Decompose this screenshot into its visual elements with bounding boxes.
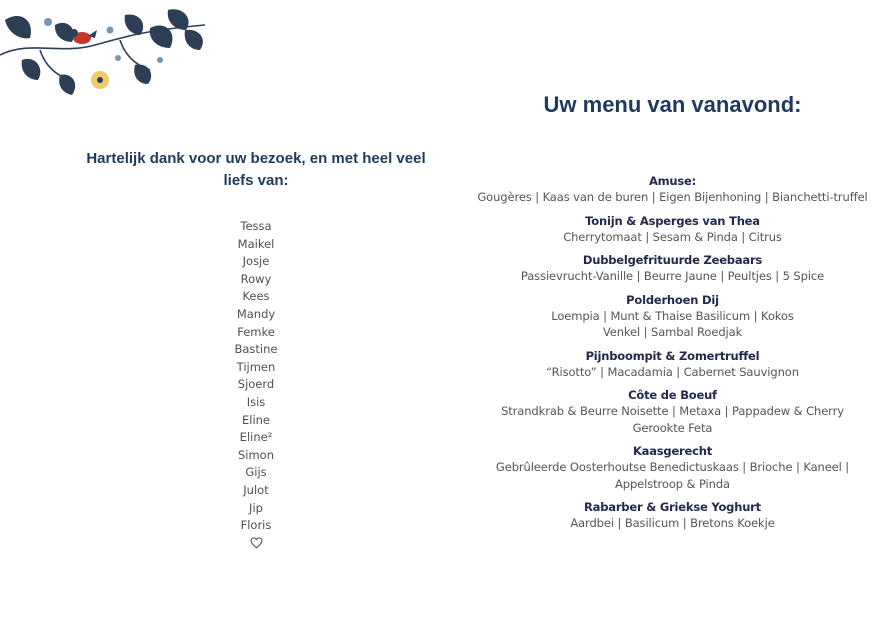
menu-section bbox=[470, 92, 875, 539]
flower-icon bbox=[91, 71, 109, 89]
course-pijnboompit bbox=[470, 348, 875, 381]
course-title: Kaasgerecht bbox=[632, 444, 713, 458]
name-item: Josje bbox=[242, 254, 270, 269]
name-item: Floris bbox=[240, 518, 272, 533]
name-item: Eline bbox=[241, 412, 271, 427]
course-rabarber bbox=[470, 499, 875, 532]
course-description: Strandkrab & Beurre Noisette | Metaxa | Pappadew & Cherry bbox=[501, 404, 844, 418]
course-title: Tonijn & Asperges van Thea bbox=[585, 213, 760, 228]
floral-decoration bbox=[0, 0, 215, 110]
heart-icon bbox=[70, 537, 442, 549]
course-cote-de-boeuf bbox=[470, 387, 875, 436]
course-kaasgerecht bbox=[470, 443, 875, 492]
course-list bbox=[470, 173, 875, 532]
course-title: Polderhoen Dij bbox=[626, 292, 719, 307]
name-item: Maikel bbox=[237, 236, 275, 251]
course-description: Venkel | Sambal Roedjak bbox=[602, 325, 743, 339]
bird-icon bbox=[70, 29, 97, 44]
name-item: Simon bbox=[237, 447, 275, 462]
course-description: Cherrytomaat | Sesam & Pinda | Citrus bbox=[563, 229, 782, 244]
name-item: Eline² bbox=[239, 430, 273, 445]
course-description: Aardbei | Basilicum | Bretons Koekje bbox=[570, 516, 775, 530]
name-item: Femke bbox=[237, 324, 275, 339]
name-item: Tessa bbox=[240, 219, 272, 233]
course-title: Dubbelgefrituurde Zeebaars bbox=[582, 253, 763, 267]
course-description: Gougères | Kaas van de buren | Eigen Bijenhoning | Bianchetti-truffel bbox=[477, 190, 868, 204]
course-title: Pijnboompit & Zomertruffel bbox=[585, 348, 760, 363]
course-amuse bbox=[470, 173, 875, 206]
name-item: Julot bbox=[243, 482, 269, 497]
course-description: “Risotto” | Macadamia | Cabernet Sauvignon bbox=[546, 364, 799, 379]
leaf-icon bbox=[5, 16, 31, 38]
course-description: Passievrucht-Vanille | Beurre Jaune | Peultjes | 5 Spice bbox=[520, 269, 825, 283]
name-item: Isis bbox=[246, 394, 266, 409]
course-zeebaars bbox=[470, 252, 875, 285]
name-item: Kees bbox=[242, 289, 270, 304]
course-description: Gerookte Feta bbox=[632, 420, 713, 435]
name-item: Bastine bbox=[234, 342, 278, 357]
names-list bbox=[70, 218, 442, 549]
name-item: Mandy bbox=[236, 306, 276, 321]
name-item: Tijmen bbox=[236, 359, 276, 374]
name-item: Jip bbox=[249, 500, 263, 515]
name-item: Gijs bbox=[245, 465, 267, 480]
course-title: Rabarber & Griekse Yoghurt bbox=[584, 500, 761, 514]
menu-title: Uw menu van vanavond: bbox=[543, 92, 802, 117]
name-item: Rowy bbox=[240, 271, 272, 286]
course-description: Gebrûleerde Oosterhoutse Benedictuskaas | Brioche | Kaneel | bbox=[495, 460, 850, 474]
thanks-section bbox=[70, 148, 442, 549]
course-description: Appelstroop & Pinda bbox=[615, 476, 730, 491]
course-tonijn bbox=[470, 213, 875, 246]
course-title: Amuse: bbox=[648, 174, 697, 188]
course-description: Loempia | Munt & Thaise Basilicum | Kokos bbox=[551, 308, 794, 323]
course-polderhoen bbox=[470, 292, 875, 341]
name-item: Sjoerd bbox=[237, 377, 275, 392]
course-title: Côte de Boeuf bbox=[628, 388, 717, 402]
thanks-heading: Hartelijk dank voor uw bezoek, en met heel veel liefs van: bbox=[86, 150, 426, 189]
